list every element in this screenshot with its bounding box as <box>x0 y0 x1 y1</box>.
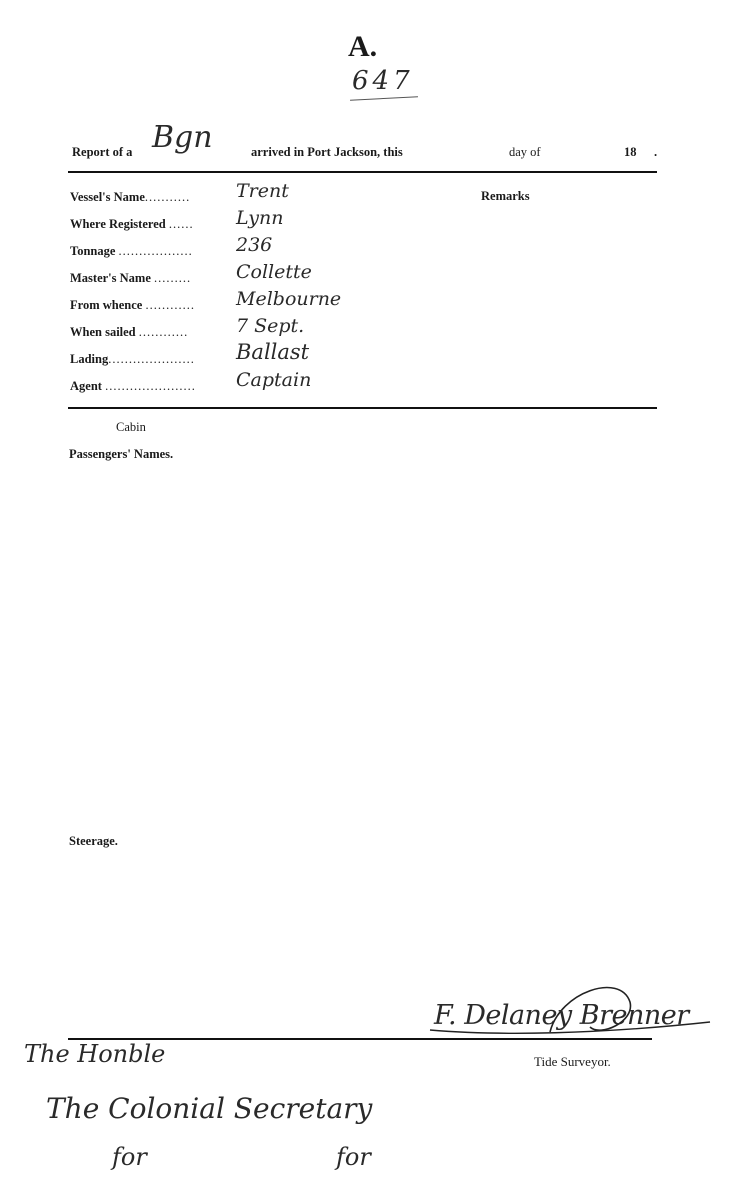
lading-value: Ballast <box>236 340 310 364</box>
when-sailed-label: When sailed ............ <box>70 325 189 339</box>
where-registered-value: Lynn <box>236 207 284 229</box>
from-whence-label: From whence ............ <box>70 298 195 312</box>
masters-name-value: Collette <box>236 261 312 283</box>
passengers-label: Passengers' Names. <box>69 447 174 461</box>
report-prefix: Report of a <box>72 145 133 159</box>
addressee-line1: The Honble <box>24 1040 166 1068</box>
lading-label: Lading..................... <box>70 352 195 366</box>
when-sailed-value: 7 Sept. <box>236 315 305 337</box>
year-dot: . <box>654 145 658 159</box>
vessel-type: Bgn <box>152 120 213 155</box>
addressee-line2: The Colonial Secretary <box>46 1092 373 1125</box>
form-number: 647 <box>352 66 414 96</box>
surveyor-signature: F. Delaney Brenner <box>434 1000 689 1031</box>
addressee-line3-left: for <box>112 1143 147 1171</box>
form-letter: A. <box>348 30 378 63</box>
remarks-label: Remarks <box>481 189 530 203</box>
agent-value: Captain <box>236 369 312 391</box>
addressee-line3-right: for <box>336 1143 371 1171</box>
tonnage-value: 236 <box>236 234 273 256</box>
steerage-label: Steerage. <box>69 834 118 848</box>
cabin-label: Cabin <box>116 420 146 434</box>
vessel-name-value: Trent <box>236 180 289 202</box>
tonnage-label: Tonnage .................. <box>70 244 193 258</box>
year-label: 18 <box>624 145 637 159</box>
vessel-name-label: Vessel's Name........... <box>70 190 191 204</box>
tide-surveyor-label: Tide Surveyor. <box>534 1054 611 1069</box>
bottom-rule <box>68 407 657 409</box>
where-registered-label: Where Registered ...... <box>70 217 194 231</box>
from-whence-value: Melbourne <box>236 288 342 310</box>
masters-name-label: Master's Name ......... <box>70 271 192 285</box>
top-rule <box>68 171 657 173</box>
day-label: day of <box>509 145 541 159</box>
agent-label: Agent ...................... <box>70 379 196 393</box>
form-number-underline <box>350 96 418 101</box>
report-middle: arrived in Port Jackson, this <box>251 145 403 159</box>
